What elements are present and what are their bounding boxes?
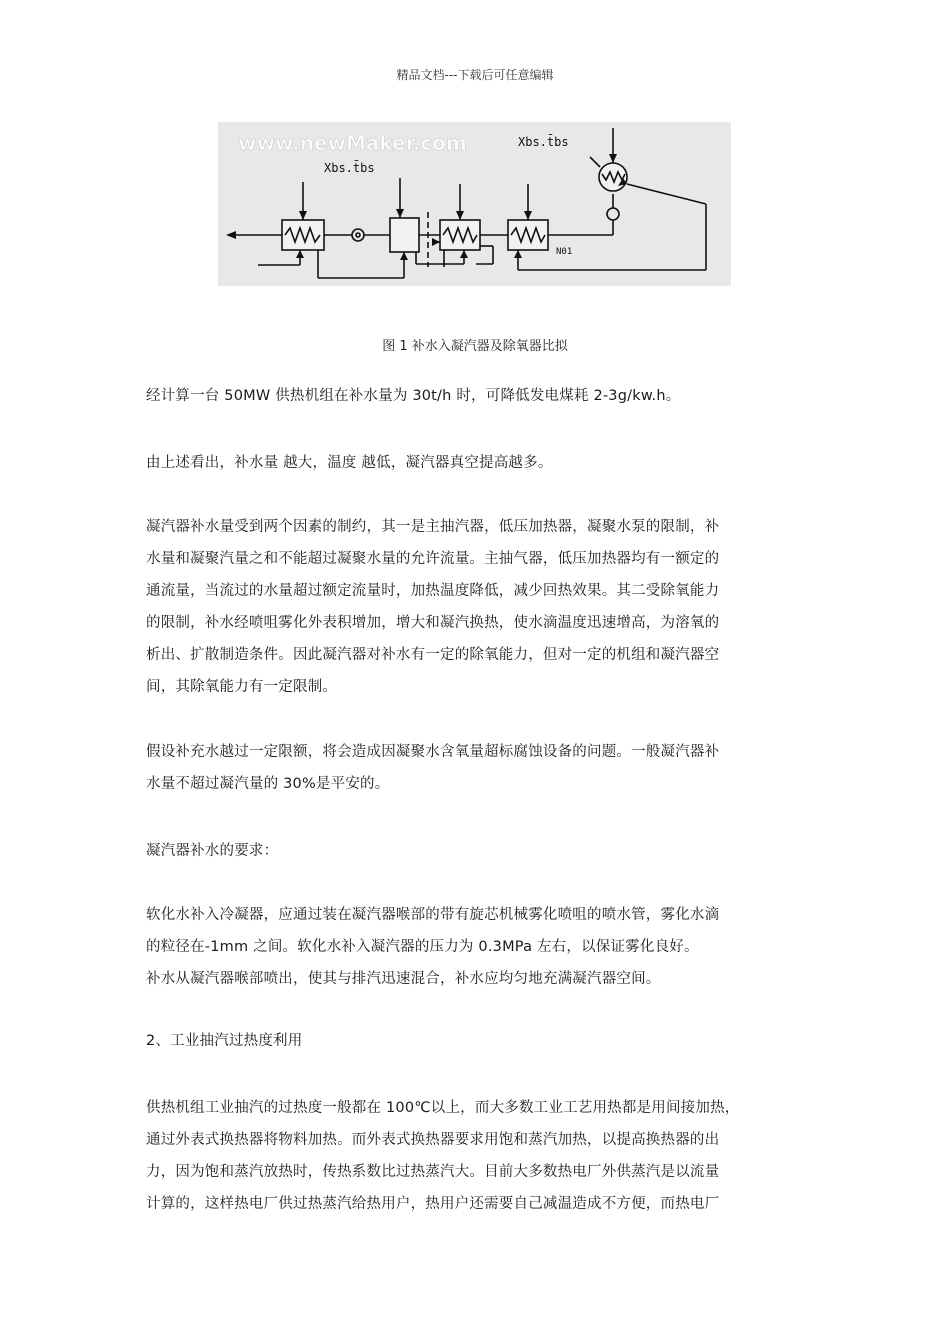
figure-caption: 图 1 补水入凝汽器及除氧器比拟 — [382, 339, 568, 354]
text-line: 软化水补入冷凝器，应通过装在凝汽器喉部的带有旋芯机械雾化喷咀的喷水管，雾化水滴 — [146, 907, 720, 923]
text-line: 经计算一台 50MW 供热机组在补水量为 30t/h 时，可降低发电煤耗 2-3g/kw.h。 — [146, 388, 681, 404]
text-line: 水量不超过凝汽量的 30%是平安的。 — [146, 776, 390, 792]
paragraph-3 — [146, 511, 802, 703]
text-line: 凝汽器补水的要求： — [146, 843, 279, 859]
text-line: 计算的，这样热电厂供过热蒸汽给热用户，热用户还需要自己减温造成不方便，而热电厂 — [146, 1196, 720, 1212]
heading-text: 2、工业抽汽过热度利用 — [146, 1033, 303, 1049]
text-line: 由上述看出，补水量 越大，温度 越低，凝汽器真空提高越多。 — [146, 455, 553, 471]
text-line: 的限制，补水经喷咀雾化外表积增加，增大和凝汽换热，使水滴温度迅速增高，为溶氧的 — [146, 615, 720, 631]
text-line: 力，因为饱和蒸汽放热时，传热系数比过热蒸汽大。目前大多数热电厂外供蒸汽是以流量 — [146, 1164, 720, 1180]
text-line: 供热机组工业抽汽的过热度一般都在 100℃以上，而大多数工业工艺用热都是用间接加热， — [146, 1100, 740, 1116]
text-line: 假设补充水越过一定限额，将会造成因凝聚水含氧量超标腐蚀设备的问题。一般凝汽器补 — [146, 744, 720, 760]
page-header: 精品文档---下载后可任意编辑 — [396, 68, 554, 82]
label-xbs-right: Xbs.t̄bs — [518, 135, 569, 149]
text-line: 通过外表式换热器将物料加热。而外表式换热器要求用饱和蒸汽加热，以提高换热器的出 — [146, 1132, 720, 1148]
text-line: 补水从凝汽器喉部喷出，使其与排汽迅速混合，补水应均匀地充满凝汽器空间。 — [146, 971, 661, 987]
label-xbs-left: Xbs.t̄bs — [324, 161, 375, 175]
paragraph-4 — [146, 736, 802, 800]
paragraph-6 — [146, 899, 802, 995]
text-line: 水量和凝聚汽量之和不能超过凝聚水量的允许流量。主抽气器，低压加热器均有一额定的 — [146, 551, 720, 567]
figure-diagram — [218, 122, 731, 286]
section-heading — [146, 1025, 802, 1057]
paragraph-1 — [146, 380, 802, 412]
flow-diagram — [218, 122, 731, 286]
paragraph-2 — [146, 447, 802, 479]
text-line: 析出、扩散制造条件。因此凝汽器对补水有一定的除氧能力，但对一定的机组和凝汽器空 — [146, 647, 720, 663]
label-node: N01 — [556, 247, 573, 257]
paragraph-7 — [146, 1092, 802, 1220]
paragraph-5 — [146, 835, 802, 867]
text-line: 间，其除氧能力有一定限制。 — [146, 679, 338, 695]
watermark-text: www.newMaker.com — [238, 131, 467, 155]
text-line: 凝汽器补水量受到两个因素的制约，其一是主抽汽器，低压加热器，凝聚水泵的限制，补 — [146, 519, 720, 535]
text-line: 通流量，当流过的水量超过额定流量时，加热温度降低，减少回热效果。其二受除氧能力 — [146, 583, 720, 599]
text-line: 的粒径在-1mm 之间。软化水补入凝汽器的压力为 0.3MPa 左右，以保证雾化良好。 — [146, 939, 699, 955]
